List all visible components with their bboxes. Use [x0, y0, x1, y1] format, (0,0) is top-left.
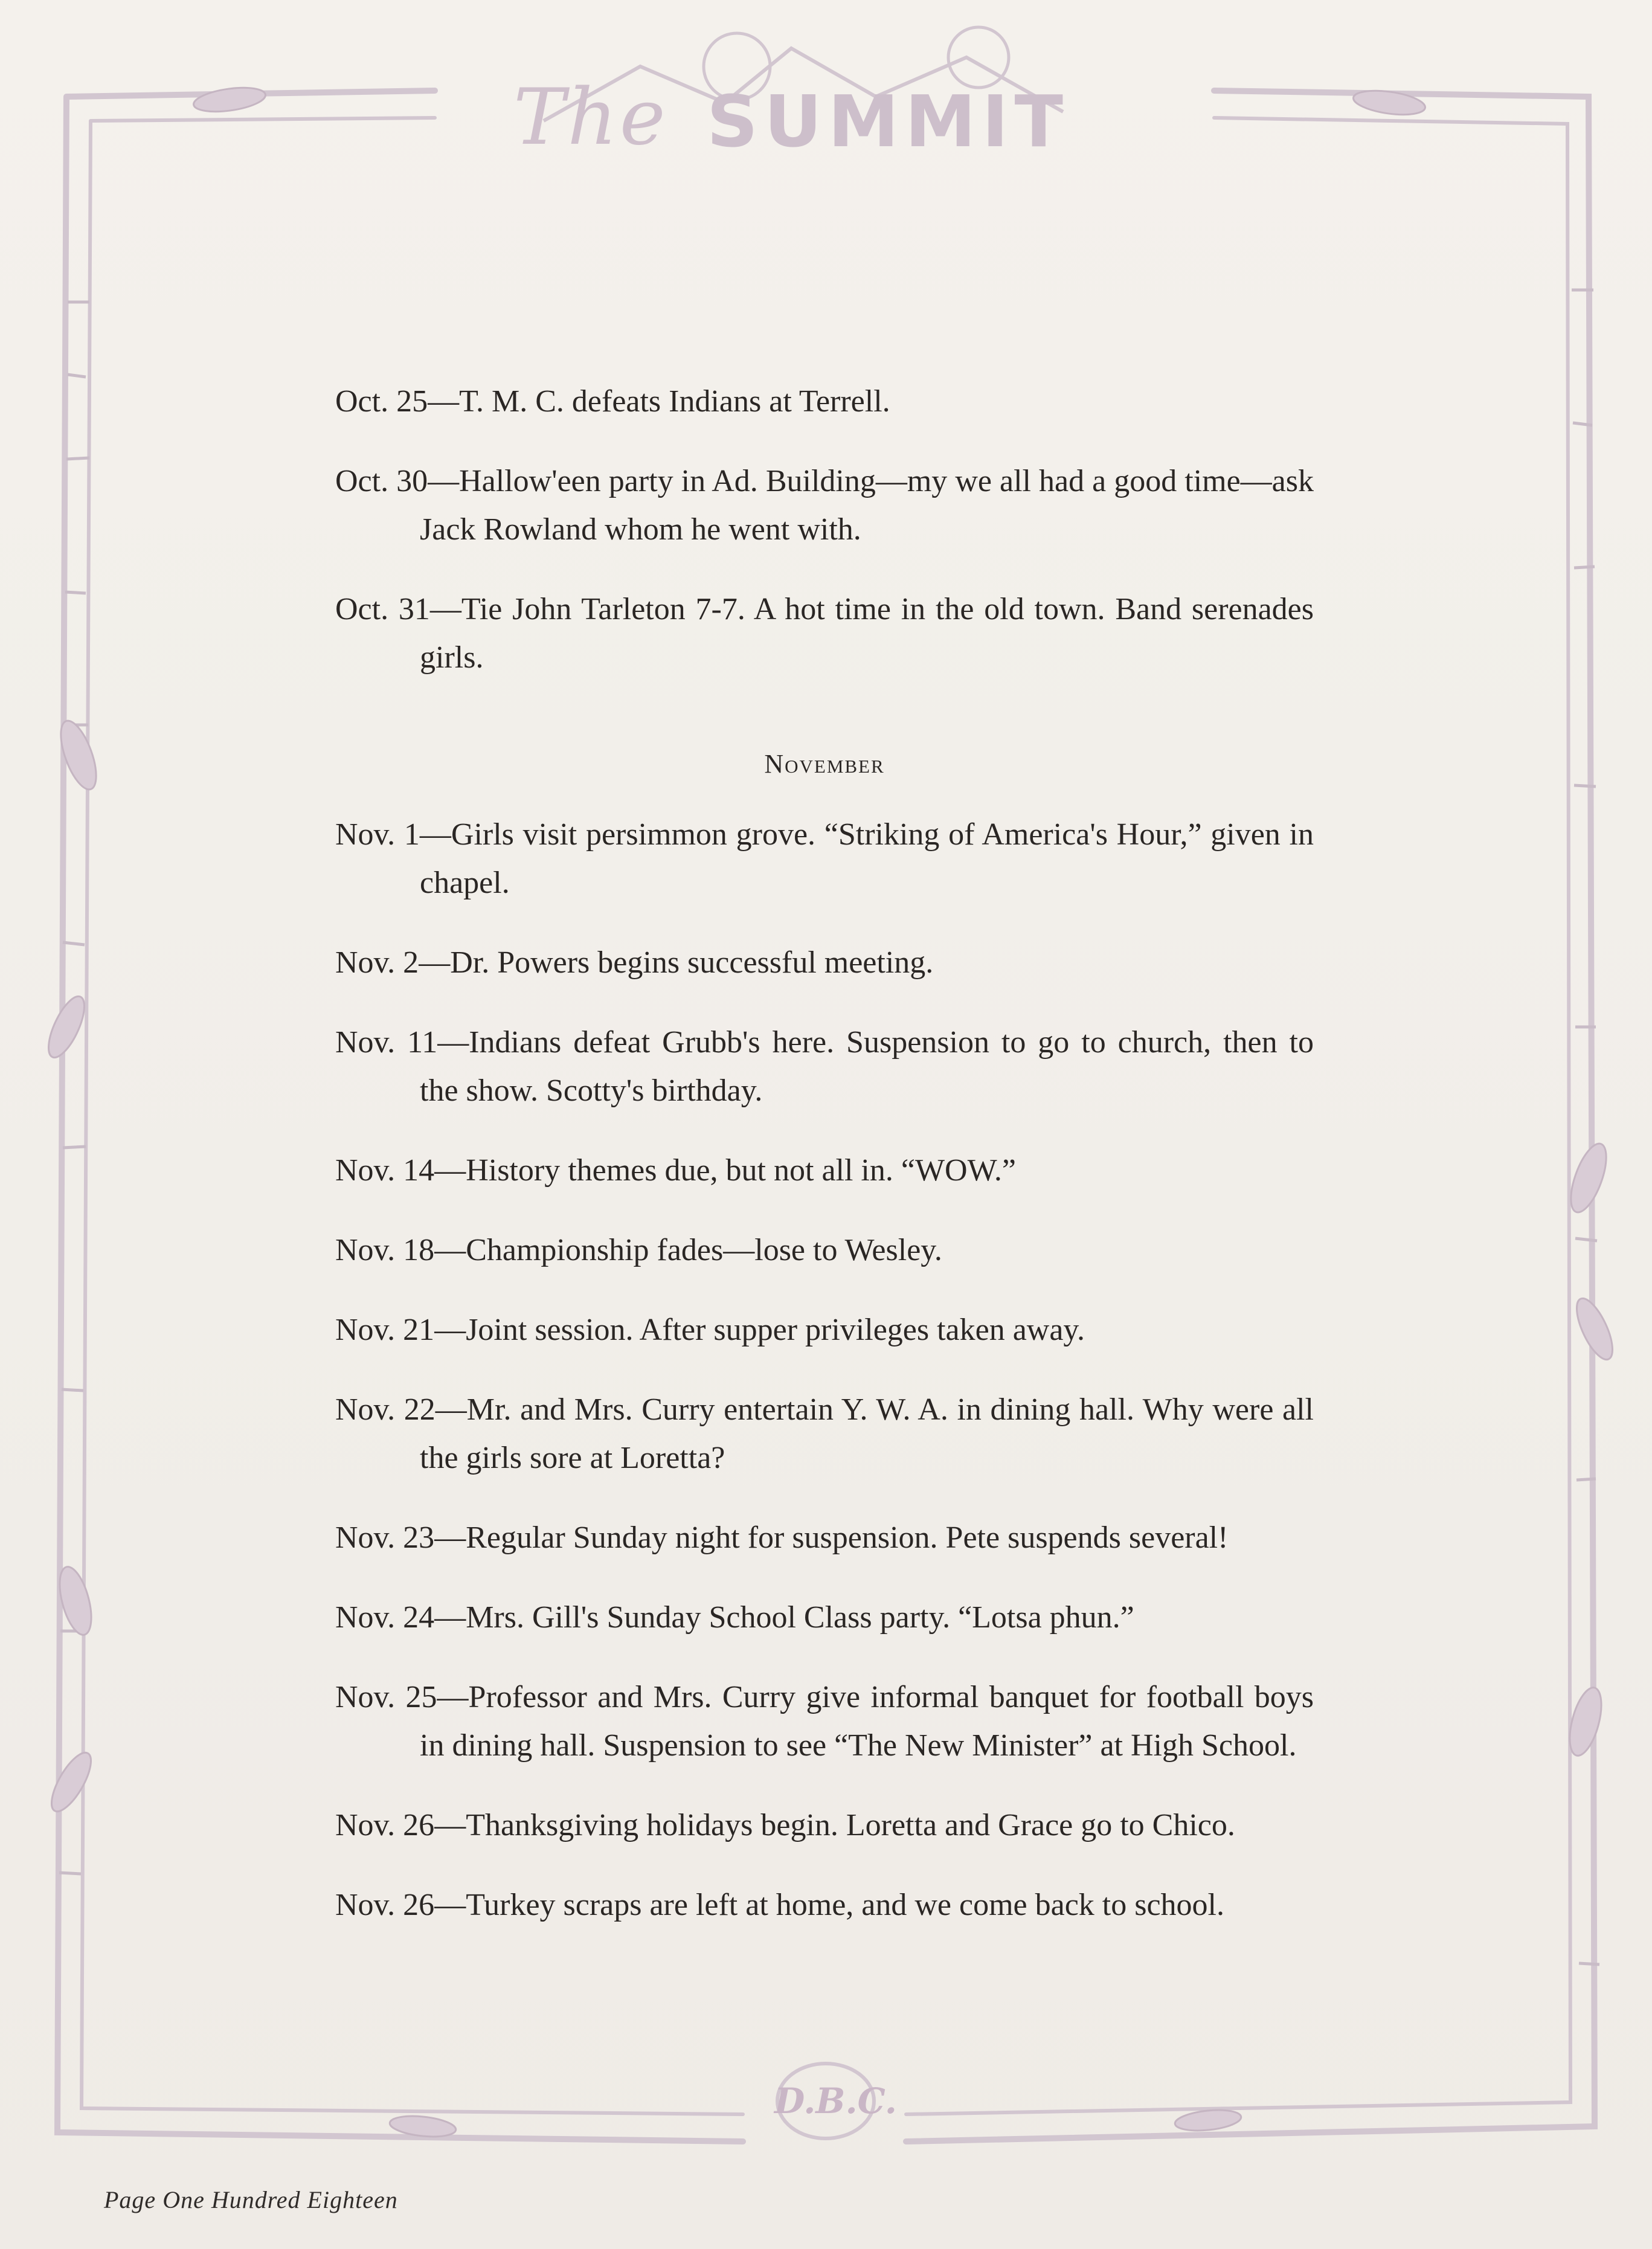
entry-date: Nov. 18 [335, 1233, 435, 1267]
entry-date: Oct. 30 [335, 464, 428, 498]
masthead-script: The [513, 72, 668, 162]
entry-text: Championship fades—lose to Wesley. [466, 1233, 942, 1267]
entry-text: Turkey scraps are left at home, and we come back to school. [466, 1888, 1224, 1922]
monogram: D.B.C. [774, 2080, 897, 2122]
calendar-entry: Nov. 1—Girls visit persimmon grove. “Striking of America's Hour,” given in chapel. [335, 817, 1314, 900]
month-heading: November [764, 749, 885, 779]
entry-text: History themes due, but not all in. “WOW.” [466, 1153, 1016, 1188]
entry-date: Nov. 2 [335, 945, 419, 980]
entry-text: Mrs. Gill's Sunday School Class party. “Lotsa phun.” [466, 1600, 1134, 1635]
calendar-entry: Nov. 21—Joint session. After supper privileges taken away. [335, 1313, 1085, 1347]
entry-text: Thanksgiving holidays begin. Loretta and Grace go to Chico. [466, 1808, 1235, 1842]
entry-date: Oct. 31 [335, 592, 430, 626]
entry-text: Regular Sunday night for suspension. Pete suspends several! [466, 1520, 1229, 1555]
calendar-entry: Nov. 22—Mr. and Mrs. Curry entertain Y. W. A. in dining hall. Why were all the girls sore at Loretta? [335, 1392, 1314, 1475]
calendar-entry: Nov. 14—History themes due, but not all in. “WOW.” [335, 1153, 1016, 1188]
calendar-entry: Oct. 31—Tie John Tarleton 7-7. A hot time in the old town. Band serenades girls. [335, 592, 1314, 675]
entry-date: Nov. 21 [335, 1313, 435, 1347]
entry-date: Nov. 26 [335, 1808, 435, 1842]
entry-text: Tie John Tarleton 7-7. A hot time in the old town. Band serenades girls. [420, 592, 1314, 675]
entry-text: Indians defeat Grubb's here. Suspension to go to church, then to the show. Scotty's birthday. [420, 1025, 1314, 1108]
calendar-entry: Nov. 26—Thanksgiving holidays begin. Loretta and Grace go to Chico. [335, 1808, 1235, 1842]
calendar-content [335, 378, 1314, 1945]
entry-text: Mr. and Mrs. Curry entertain Y. W. A. in dining hall. Why were all the girls sore at Loretta? [420, 1392, 1314, 1475]
entry-text: Girls visit persimmon grove. “Striking of America's Hour,” given in chapel. [420, 817, 1314, 900]
entry-date: Nov. 24 [335, 1600, 435, 1635]
calendar-entry: Nov. 26—Turkey scraps are left at home, and we come back to school. [335, 1888, 1224, 1922]
entry-date: Nov. 1 [335, 817, 420, 852]
calendar-entry: Oct. 25—T. M. C. defeats Indians at Terrell. [335, 384, 890, 419]
entry-text: T. M. C. defeats Indians at Terrell. [459, 384, 890, 419]
entry-text: Joint session. After supper privileges taken away. [466, 1313, 1085, 1347]
entry-text: Professor and Mrs. Curry give informal banquet for football boys in dining hall. Suspension to see “The New Minister” at High School. [420, 1680, 1314, 1763]
november-entries [335, 811, 1314, 1929]
entry-date: Nov. 26 [335, 1888, 435, 1922]
calendar-entry: Nov. 23—Regular Sunday night for suspension. Pete suspends several! [335, 1520, 1229, 1555]
calendar-entry: Nov. 24—Mrs. Gill's Sunday School Class party. “Lotsa phun.” [335, 1600, 1134, 1635]
entry-date: Nov. 22 [335, 1392, 435, 1427]
calendar-entry: Nov. 11—Indians defeat Grubb's here. Suspension to go to church, then to the show. Scotty's birthday. [335, 1025, 1314, 1108]
calendar-entry: Nov. 2—Dr. Powers begins successful meeting. [335, 945, 934, 980]
calendar-entry: Nov. 18—Championship fades—lose to Wesley. [335, 1233, 942, 1267]
entry-text: Dr. Powers begins successful meeting. [450, 945, 934, 980]
entry-text: Hallow'een party in Ad. Building—my we all had a good time—ask Jack Rowland whom he went with. [420, 464, 1314, 547]
masthead-title: SUMMIT [707, 80, 1070, 163]
masthead [471, 66, 1184, 163]
calendar-entry: Oct. 30—Hallow'een party in Ad. Building—my we all had a good time—ask Jack Rowland whom he went with. [335, 464, 1314, 547]
october-entries [335, 378, 1314, 682]
entry-date: Nov. 25 [335, 1680, 437, 1714]
entry-date: Nov. 23 [335, 1520, 435, 1555]
entry-date: Nov. 14 [335, 1153, 435, 1188]
calendar-entry: Nov. 25—Professor and Mrs. Curry give informal banquet for football boys in dining hall. Suspension to see “The New Minister” at High School. [335, 1680, 1314, 1763]
entry-date: Nov. 11 [335, 1025, 438, 1060]
entry-date: Oct. 25 [335, 384, 428, 419]
page-number-footer: Page One Hundred Eighteen [104, 2186, 398, 2213]
